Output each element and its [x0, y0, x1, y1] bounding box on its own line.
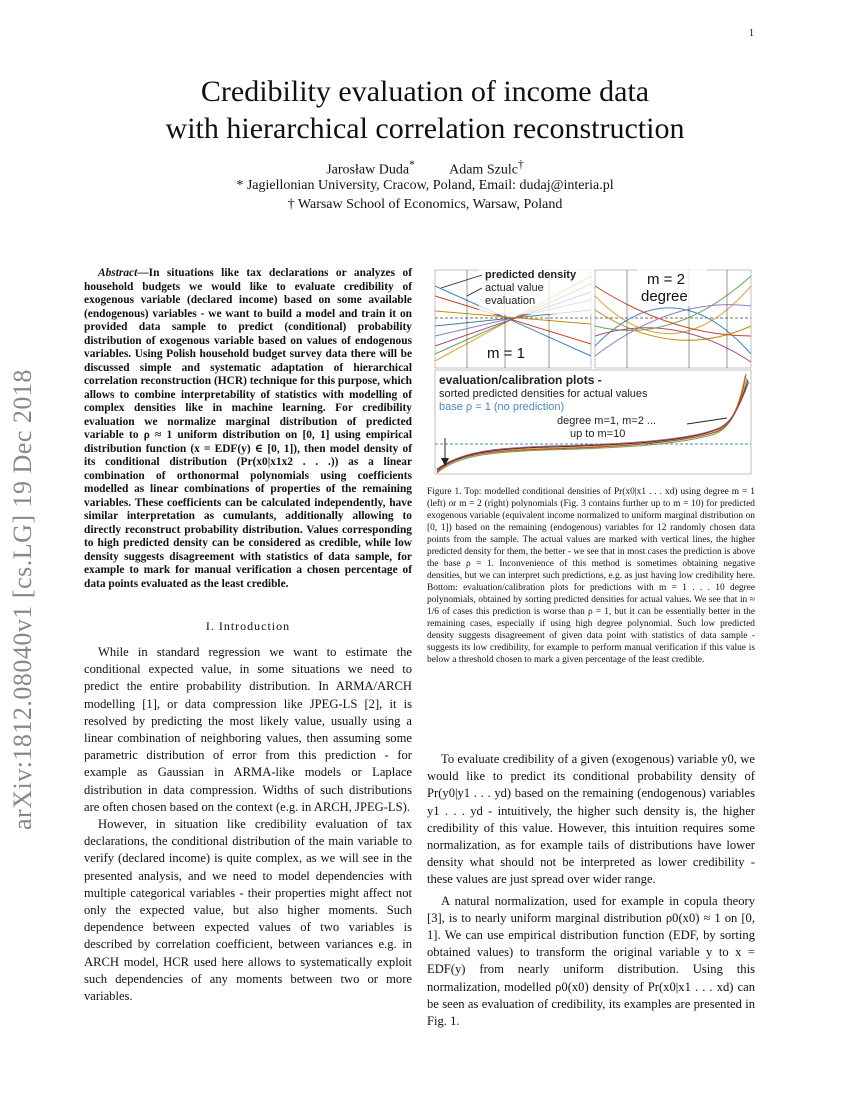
label-degree-m: degree m=1, m=2 ...: [557, 415, 657, 427]
page-number: 1: [749, 28, 754, 39]
evaluation-calibration-panel: [435, 370, 751, 474]
title-line-2: with hierarchical correlation reconstruction: [165, 112, 685, 145]
authors: [90, 158, 760, 179]
right-paragraph-2: A natural normalization, used for example in copula theory [3], is to nearly uniform marginal distribution ρ0(x0) ≈ 1 on [0, 1]. We can use empirical distribution function (EDF, by sorting obtained values) to transform the original variable y to x = EDF(y) from nearly uniform distribution. Using this normalization, modelled ρ0(x0) density of Pr(x0|x1 . . . xd) can be seen as evaluation of credibility, its examples are presented in Fig. 1.: [427, 893, 755, 1029]
author-2: Adam Szulc: [449, 162, 518, 178]
arxiv-identifier: arXiv:1812.08040v1 [cs.LG] 19 Dec 2018: [8, 369, 37, 830]
figure-1: [427, 266, 755, 478]
label-m1: m = 1: [487, 345, 525, 362]
abstract: [84, 267, 412, 591]
affiliation-2: † Warsaw School of Economics, Warsaw, Poland: [287, 197, 563, 212]
abstract-lead: Abstract: [98, 267, 138, 279]
paper-title: [90, 73, 760, 147]
label-predicted-density: predicted density: [485, 269, 577, 281]
intro-paragraph-1: While in standard regression we want to estimate the conditional expected value, in some situations we need to predict the entire probability distribution. In ARMA/ARCH modelling [1], or data compression like JPEG-LS [2], it is resolved by predicting the most likely value, usually using a linear combination of neighboring values, then assuming some parametric distribution of error from this prediction - for example as Gaussian in ARMA-like models or Laplace distribution in data compression. Widths of such distributions are often chosen based on the context (e.g. in ARCH, JPEG-LS).: [84, 645, 412, 814]
label-actual-value: actual value: [485, 282, 544, 294]
figure-1-plot: [427, 266, 755, 478]
section-heading: I. Introduction: [205, 619, 291, 633]
author-2-mark: †: [517, 158, 524, 171]
label-base: base ρ = 1 (no prediction): [439, 401, 565, 413]
m1-density-panel: [435, 268, 597, 368]
affiliation-1: * Jagiellonian University, Cracow, Poland, Email: dudaj@interia.pl: [236, 178, 614, 193]
label-m2: m = 2: [647, 271, 685, 288]
right-paragraph-1: To evaluate credibility of a given (exogenous) variable y0, we would like to predict its conditional probability density of Pr(y0|y1 . . . yd) based on the remaining (endogenous) variables y1 . . . yd - intuitively, the higher such density is, the higher credibility of this value. However, this intuition requires some normalization, as for example tails of distributions have lower density what should not be interpreted as lower credibility - these values are just spread over wider range.: [427, 752, 755, 887]
right-column: [427, 266, 755, 666]
label-degree: degree: [641, 288, 688, 305]
intro-paragraph-2: However, in situation like credibility evaluation of tax declarations, the conditional distribution of the main variable to verify (declared income) is quite complex, as we will see in the presented analysis, and we need to model dependencies with multiple categorical variables - their properties might affect not only the expected value, but also higher moments. Such dependence between expected values of two variables is described by correlation coefficient, between variances e.g. in ARCH model, HCR used here allows to systematically exploit such dependencies of any moments between two or more variables.: [84, 817, 412, 1004]
right-column-text: [427, 751, 755, 1034]
author-1-mark: *: [409, 158, 415, 171]
label-evaluation-calibration: evaluation/calibration plots -: [439, 373, 602, 387]
title-line-1: Credibility evaluation of income data: [200, 75, 650, 108]
abstract-body: —In situations like tax declarations or analyzes of household budgets we would like to evaluate credibility of exogenous variable (declared income) based on some available (endogenous) variables - we want to build a model and train it on provided data sample to predict (conditional) probability distribution of exogenous variable based on values of endogenous variables. Using Polish household budget survey data there will be discussed simple and systematic adaptation of hierarchical correlation reconstruction (HCR) technique for this purpose, which allows to combine interpretability of statistics with modelling of complex densities like in machine learning. For credibility evaluation we normalize marginal distribution of predicted variable to ρ ≈ 1 uniform distribution on [0, 1] using empirical distribution function (x = EDF(y) ∈ [0, 1]), then model density of its conditional distribution (Pr(x0|x1x2 . . .)) as a linear combination of orthonormal polynomials using coefficients modelled as linear combinations of properties of the remaining variables. These coefficients can be calculated independently, have similar interpretation as cumulants, additionally allowing to directly reconstruct probability distribution. Values corresponding to high predicted density can be considered as credible, while low density suggests disagreement with statistics of data sample, for example to mark for manual verification a chosen percentage of data points evaluated as the least credible.: [84, 267, 412, 590]
label-up-to: up to m=10: [570, 428, 626, 440]
label-sorted-densities: sorted predicted densities for actual values: [439, 388, 648, 400]
m2-density-panel: [595, 268, 751, 368]
figure-1-caption: Figure 1. Top: modelled conditional densities of Pr(x0|x1 . . . xd) using degree m = 1 (left) or m = 2 (right) polynomials (Fig. 3 contains further up to m = 10) for predicted exogenous variable (equivalent income normalized to uniform marginal distribution on [0, 1]) based on the remaining (endogenous) variables for 12 randomly chosen data points from the sample. The actual values are marked with vertical lines, the higher predicted density for them, the better - we see that in most cases the prediction is above the base ρ = 1. Inconvenience of this method is sometimes obtaining negative densities, but we can interpret such predictions, e.g. as just having low credibility here. Bottom: evaluation/calibration plots for predictions with m = 1 . . . 10 degree polynomials, obtained by sorting predicted densities for actual values. We see that in ≈ 1/6 of cases this prediction is worse than ρ = 1, but it can be essentially better in the remaining cases, especially if using high degree polynomial. Such low predicted density suggests disagreement of given data point with statistics of data sample - suggests its low credibility, for example to perform manual verification if this value is below a threshold chosen to mark a given percentage of the least credible.: [427, 487, 755, 665]
left-column: [84, 267, 412, 1005]
author-1: Jarosław Duda: [326, 162, 410, 178]
label-evaluation: evaluation: [485, 295, 536, 307]
